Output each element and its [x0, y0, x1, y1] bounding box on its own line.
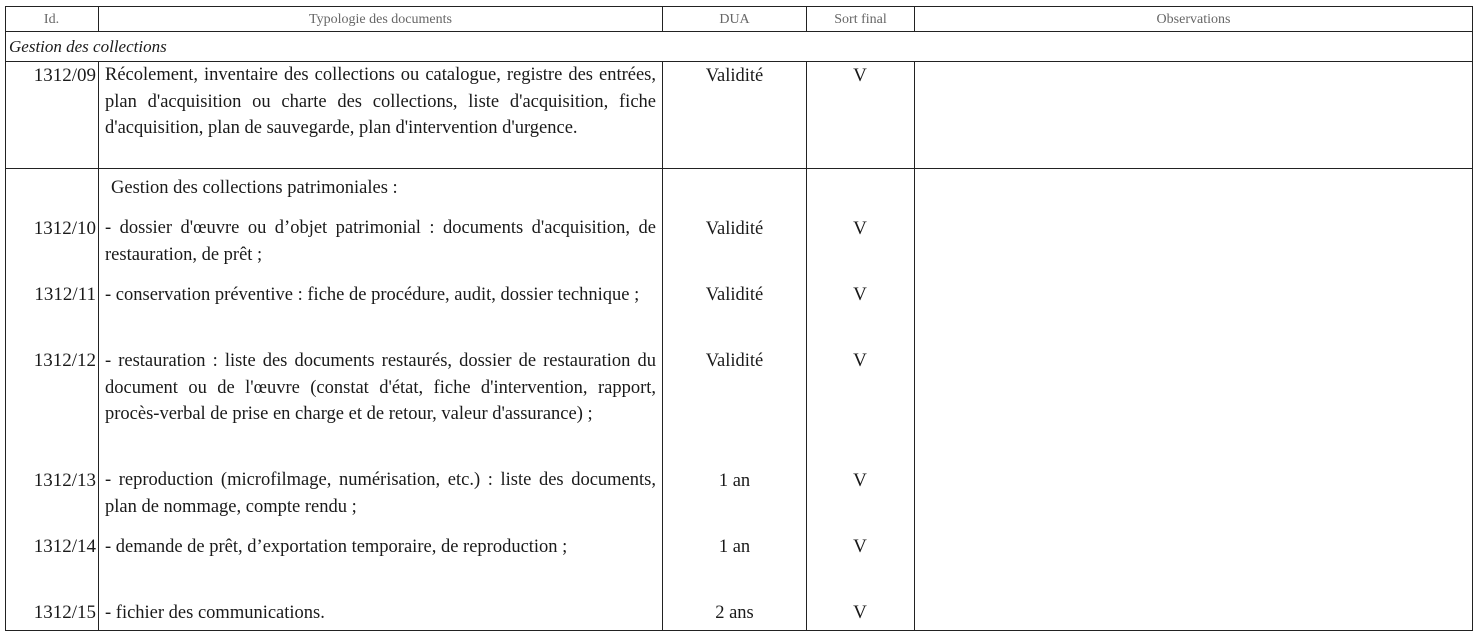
row-description: - reproduction (microfilmage, numérisation, etc.) : liste des documents, plan de nommage, compte rendu ;: [105, 470, 656, 517]
row-sort-final: V: [853, 65, 867, 86]
row-dua: 1 an: [718, 537, 751, 557]
row-sort-final: V: [853, 602, 867, 623]
row-sort-final: V: [853, 470, 867, 491]
row-description: - dossier d'œuvre ou d’objet patrimonial : documents d'acquisition, de restauration, de prêt ;: [105, 218, 656, 265]
row-description: - fichier des communications.: [105, 603, 325, 623]
row-sort-final: V: [853, 284, 867, 305]
row-id: 1312/11: [34, 284, 96, 305]
retention-table: [5, 6, 1473, 631]
row-dua: Validité: [705, 351, 764, 371]
row-sort-final: V: [853, 218, 867, 239]
row-id: 1312/13: [33, 470, 96, 491]
row-dua: 2 ans: [715, 603, 754, 623]
header-dua: DUA: [719, 12, 750, 27]
rule-col-id-body: [98, 61, 99, 631]
row-id: 1312/10: [33, 218, 96, 239]
row-id: 1312/15: [33, 602, 96, 623]
row-dua: Validité: [705, 285, 764, 305]
rule-right: [1472, 6, 1473, 631]
row-id: 1312/12: [33, 350, 96, 371]
row-sort-final: V: [853, 536, 867, 557]
header-sort-final: Sort final: [834, 12, 887, 27]
row-sort-final: V: [853, 350, 867, 371]
row-description: - restauration : liste des documents restaurés, dossier de restauration du document ou de l'œuvre (constat d'état, fiche d'intervention, rapport, procès-verbal de prise en charge et de retour, valeur d'assurance) ;: [105, 351, 656, 424]
rule-row1-bottom: [5, 168, 1473, 169]
header-id: Id.: [43, 12, 60, 27]
rule-col-sort-body: [914, 61, 915, 631]
row-dua: 1 an: [718, 471, 751, 491]
rule-bottom: [5, 630, 1473, 631]
header-typology: Typologie des documents: [309, 12, 452, 27]
group-intro: Gestion des collections patrimoniales :: [111, 178, 398, 198]
row-description: - conservation préventive : fiche de procédure, audit, dossier technique ;: [105, 285, 640, 305]
row-dua: Validité: [705, 219, 764, 239]
header-observations: Observations: [1156, 12, 1231, 27]
row-id: 1312/09: [33, 65, 96, 86]
row-description: - demande de prêt, d’exportation temporaire, de reproduction ;: [105, 537, 568, 557]
section-title: Gestion des collections: [9, 37, 167, 56]
row-description: Récolement, inventaire des collections ou catalogue, registre des entrées, plan d'acquisition ou charte des collections, liste d'acquisition, fiche d'acquisition, plan de sauvegarde, plan d'intervention d'urgence.: [105, 65, 656, 138]
row-id: 1312/14: [33, 536, 96, 557]
row-dua: Validité: [705, 66, 764, 86]
